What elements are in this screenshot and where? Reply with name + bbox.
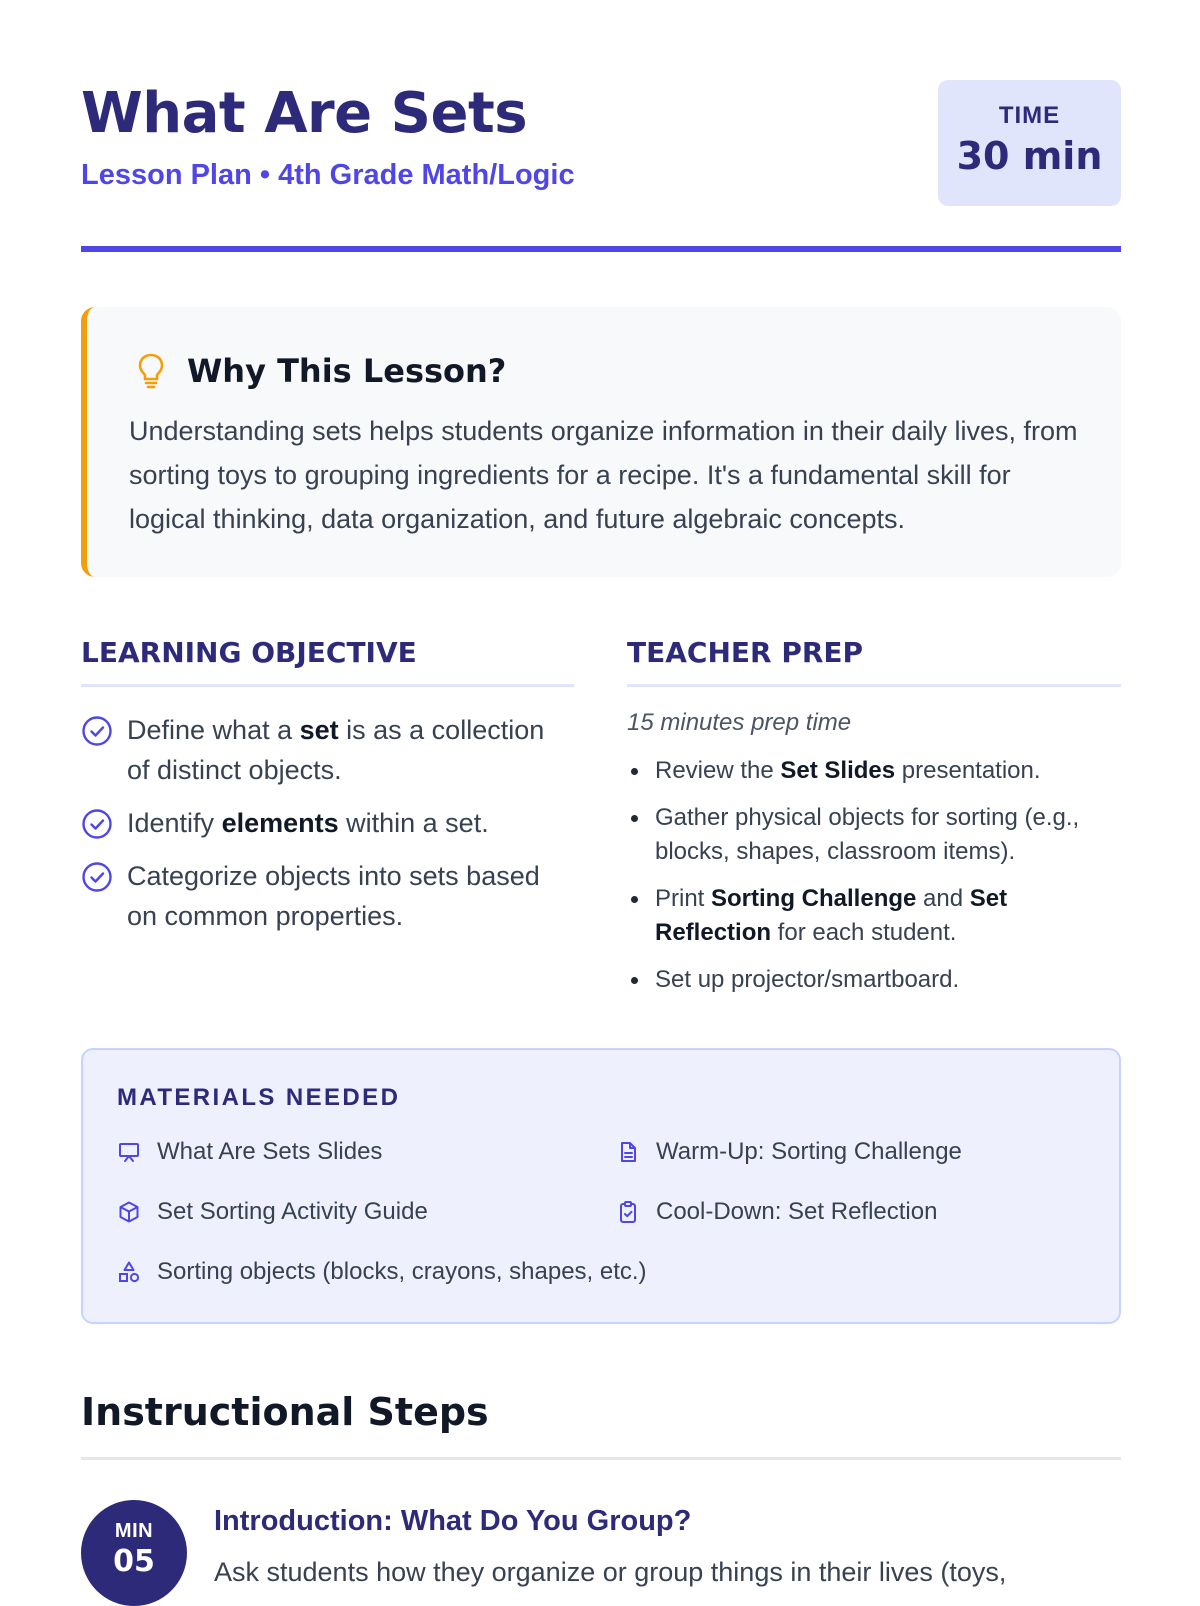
objective-divider	[81, 684, 574, 687]
prep-item	[627, 963, 1121, 997]
lesson-header	[81, 80, 1121, 230]
material-label: What Are Sets Slides	[157, 1138, 383, 1165]
materials-card	[81, 1048, 1121, 1324]
objective-item	[81, 856, 574, 936]
prep-keyword: Set Slides	[780, 757, 896, 784]
materials-heading: MATERIALS NEEDED	[117, 1084, 401, 1111]
objective-item	[81, 803, 574, 843]
material-label: Set Sorting Activity Guide	[157, 1198, 428, 1225]
objective-keyword: elements	[221, 808, 339, 838]
prep-keyword: Sorting Challenge	[711, 885, 917, 912]
document-icon	[616, 1140, 640, 1164]
step-title: Introduction: What Do You Group?	[214, 1505, 692, 1537]
prep-text: presentation.	[895, 757, 1041, 784]
objective-text: Define what a	[127, 715, 300, 745]
check-circle-icon	[81, 808, 113, 840]
objective-keyword: set	[299, 715, 339, 745]
teacher-prep-heading: TEACHER PREP	[627, 636, 864, 669]
badge-unit: MIN	[114, 1520, 154, 1542]
cube-icon	[117, 1200, 141, 1224]
lightbulb-icon	[135, 351, 167, 391]
material-label: Warm-Up: Sorting Challenge	[656, 1138, 962, 1165]
badge-minutes: 05	[113, 1544, 155, 1579]
learning-objective-heading: LEARNING OBJECTIVE	[81, 636, 417, 669]
prep-list	[627, 754, 1121, 1010]
steps-divider	[81, 1457, 1121, 1460]
prep-text: Review the	[655, 757, 781, 784]
presentation-icon	[117, 1140, 141, 1164]
prep-time-note: 15 minutes prep time	[627, 709, 852, 736]
page-subtitle: Lesson Plan • 4th Grade Math/Logic	[81, 159, 575, 191]
header-divider	[81, 246, 1121, 252]
objective-item	[81, 710, 574, 790]
shapes-icon	[117, 1260, 141, 1284]
prep-item	[627, 801, 1121, 869]
step-duration-badge	[81, 1500, 187, 1606]
check-circle-icon	[81, 715, 113, 747]
prep-text: and	[916, 885, 970, 912]
objective-text: within a set.	[338, 808, 489, 838]
objective-text: Identify	[127, 808, 222, 838]
prep-text: Gather physical objects for sorting (e.g., blocks, shapes, classroom items).	[655, 804, 1080, 865]
objective-text: Categorize objects into sets based on common properties.	[127, 861, 540, 931]
time-badge	[938, 80, 1121, 206]
check-circle-icon	[81, 861, 113, 893]
why-title: Why This Lesson?	[187, 352, 507, 390]
material-label: Sorting objects (blocks, crayons, shapes, etc.)	[157, 1258, 647, 1285]
time-label: TIME	[998, 102, 1061, 129]
objective-list	[81, 710, 574, 949]
prep-text: Print	[655, 885, 712, 912]
why-this-lesson-card	[81, 307, 1121, 577]
step-description: Ask students how they organize or group things in their lives (toys,	[214, 1557, 1007, 1587]
why-text: Understanding sets helps students organize information in their daily lives, from sorting toys to grouping ingredients for a recipe. It's a fundamental skill for logical thinking, data organization, and future algebraic concepts.	[129, 416, 1078, 534]
prep-text: Set up projector/smartboard.	[655, 966, 960, 993]
instructional-steps-heading: Instructional Steps	[81, 1390, 489, 1434]
material-label: Cool-Down: Set Reflection	[656, 1198, 938, 1225]
prep-text: for each student.	[771, 919, 957, 946]
objective-text: is as a collection of distinct objects.	[127, 715, 545, 785]
page-title: What Are Sets	[81, 81, 528, 146]
prep-keyword: Set Reflection	[655, 885, 1008, 946]
prep-item	[627, 882, 1121, 950]
time-value: 30 min	[956, 134, 1103, 178]
prep-item	[627, 754, 1121, 788]
clipboard-check-icon	[616, 1200, 640, 1224]
prep-divider	[627, 684, 1121, 687]
